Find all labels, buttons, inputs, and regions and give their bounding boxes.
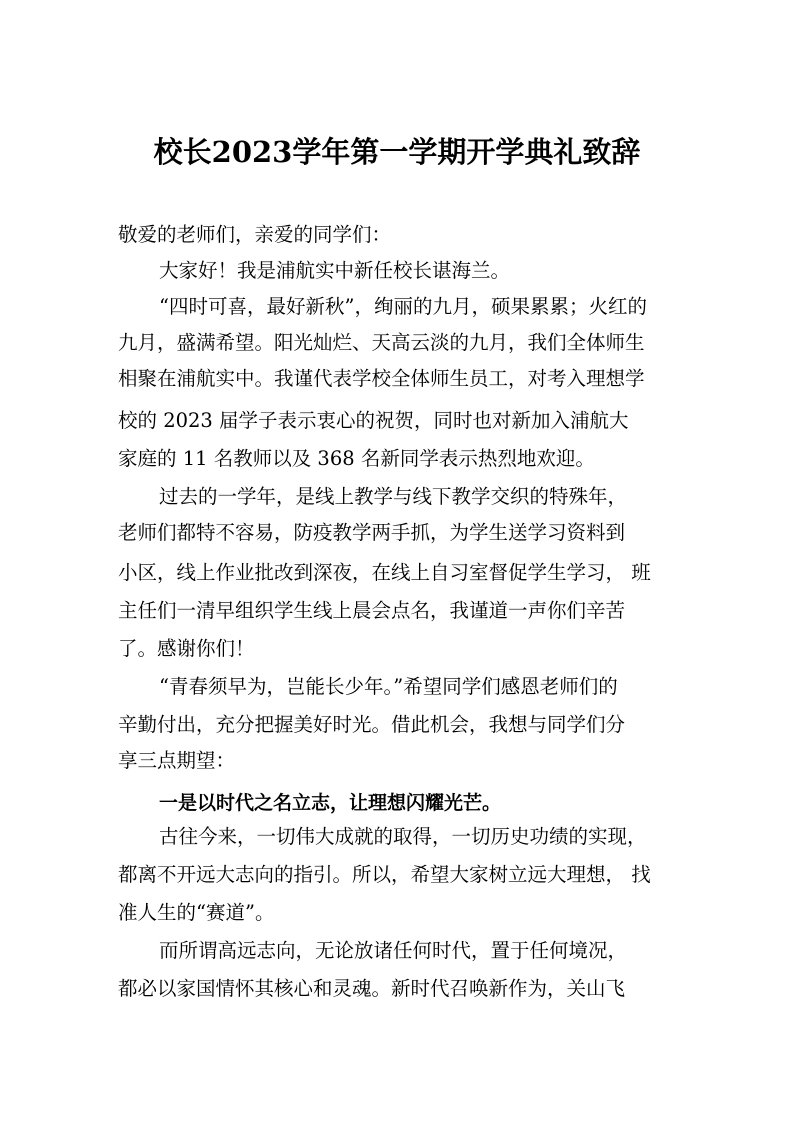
paragraph-line: “四时可喜，最好新秋”，绚丽的九月，硕果累累；火红的 (159, 295, 647, 318)
paragraph-line: “青春须早为，岂能长少年。”希望同学们感恩老师们的 (159, 675, 618, 698)
paragraph-line: 老师们都特不容易，防疫教学两手抓，为学生送学习资料到 (118, 521, 626, 544)
salutation-line: 敬爱的老师们，亲爱的同学们： (118, 223, 392, 246)
paragraph-line: 都离不开远大志向的指引。所以，希望大家树立远大理想， 找 (118, 863, 651, 886)
paragraph-line: 过去的一学年，是线上教学与线下教学交织的特殊年， (159, 485, 628, 508)
section-heading: 一是以时代之名立志，让理想闪耀光芒。 (159, 792, 502, 814)
paragraph-line: 了。感谢你们！ (118, 637, 255, 660)
paragraph-line: 辛勤付出，充分把握美好时光。借此机会，我想与同学们分 (118, 713, 626, 736)
paragraph-line: 大家好！我是浦航实中新任校长谌海兰。 (159, 259, 511, 282)
paragraph-line: 准人生的“赛道”。 (118, 901, 275, 924)
paragraph-line: 小区，线上作业批改到深夜，在线上自习室督促学生学习， 班 (118, 561, 651, 584)
paragraph-line: 享三点期望： (118, 749, 236, 772)
paragraph-line: 相聚在浦航实中。我谨代表学校全体师生员工，对考入理想学 (118, 367, 645, 390)
paragraph-line: 都必以家国情怀其核心和灵魂。新时代召唤新作为，关山飞 (118, 977, 626, 1000)
paragraph-line: 校的 2023 届学子表示衷心的祝贺，同时也对新加入浦航大 (118, 409, 629, 432)
paragraph-line: 古往今来，一切伟大成就的取得，一切历史功绩的实现， (159, 825, 647, 848)
paragraph-line: 主任们一清早组织学生线上晨会点名，我谨道一声你们辛苦 (118, 599, 626, 622)
paragraph-line: 家庭的 11 名教师以及 368 名新同学表示热烈地欢迎。 (118, 447, 595, 470)
page-title: 校长2023学年第一学期开学典礼致辞 (153, 135, 641, 169)
paragraph-line: 九月，盛满希望。阳光灿烂、天高云淡的九月，我们全体师生 (118, 331, 645, 354)
paragraph-line: 而所谓高远志向，无论放诸任何时代，置于任何境况， (159, 939, 628, 962)
